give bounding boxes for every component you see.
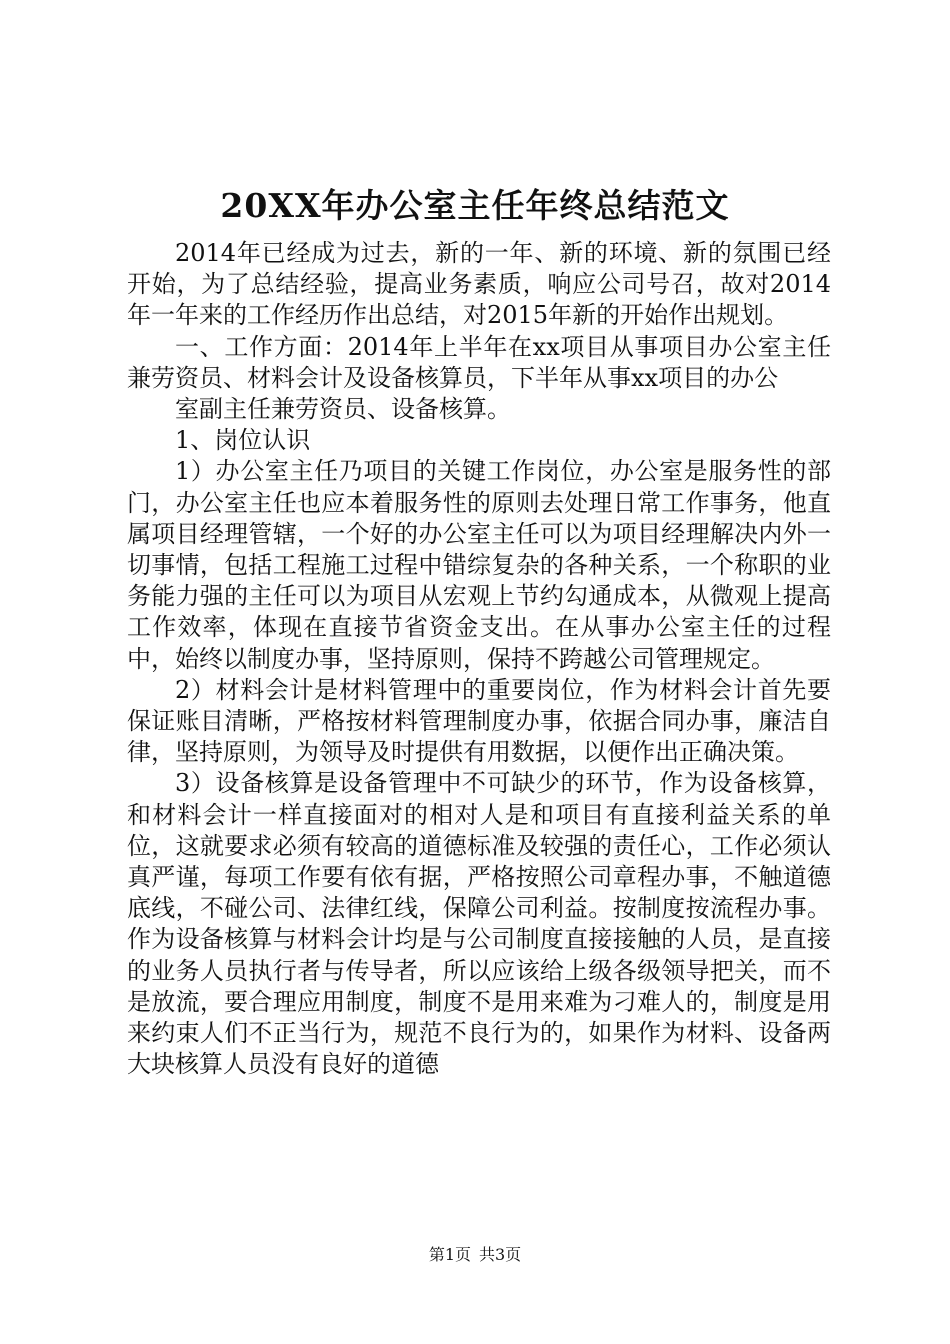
page-total: 共3页: [479, 1245, 522, 1264]
paragraph-intro: 2014年已经成为过去，新的一年、新的环境、新的氛围已经开始，为了总结经验，提高业务素质，响应公司号召，故对2014年一年来的工作经历作出总结，对2015年新的开始作出规划。: [127, 239, 831, 330]
paragraph-office-director: 1）办公室主任乃项目的关键工作岗位，办公室是服务性的部门，办公室主任也应本着服务性的原则去处理日常工作事务，他直属项目经理管辖，一个好的办公室主任可以为项目经理解决内外一切事情，包括工程施工过程中错综复杂的各种关系，一个称职的业务能力强的主任可以为项目从宏观上节约勾通成本，从微观上提高工作效率，体现在直接节省资金支出。在从事办公室主任的过程中，始终以制度办事，坚持原则，保持不跨越公司管理规定。: [127, 457, 831, 673]
page-footer: [0, 1244, 950, 1266]
paragraph-work-aspect-cont: 室副主任兼劳资员、设备核算。: [175, 395, 511, 424]
page-number: 第1页: [428, 1245, 471, 1264]
document-title: 20XX年办公室主任年终总结范文: [220, 186, 730, 225]
section-heading-position: 1、岗位认识: [175, 426, 311, 455]
paragraph-equipment-accounting: 3）设备核算是设备管理中不可缺少的环节，作为设备核算，和材料会计一样直接面对的相对人是和项目有直接利益关系的单位，这就要求必须有较高的道德标准及较强的责任心，工作必须认真严谨，每项工作要有依有据，严格按照公司章程办事，不触道德底线，不碰公司、法律红线，保障公司利益。按制度按流程办事。作为设备核算与材料会计均是与公司制度直接接触的人员，是直接的业务人员执行者与传导者，所以应该给上级各级领导把关，而不是放流，要合理应用制度，制度不是用来难为刁难人的，制度是用来约束人们不正当行为，规范不良行为的，如果作为材料、设备两大块核算人员没有良好的道德: [127, 769, 831, 1079]
paragraph-material-accountant: 2）材料会计是材料管理中的重要岗位，作为材料会计首先要保证账目清晰，严格按材料管理制度办事，依据合同办事，廉洁自律，坚持原则，为领导及时提供有用数据，以便作出正确决策。: [127, 675, 831, 767]
paragraph-work-aspect: 一、工作方面：2014年上半年在xx项目从事项目办公室主任兼劳资员、材料会计及设备核算员，下半年从事xx项目的办公: [127, 332, 831, 392]
document-body: [127, 238, 831, 1080]
